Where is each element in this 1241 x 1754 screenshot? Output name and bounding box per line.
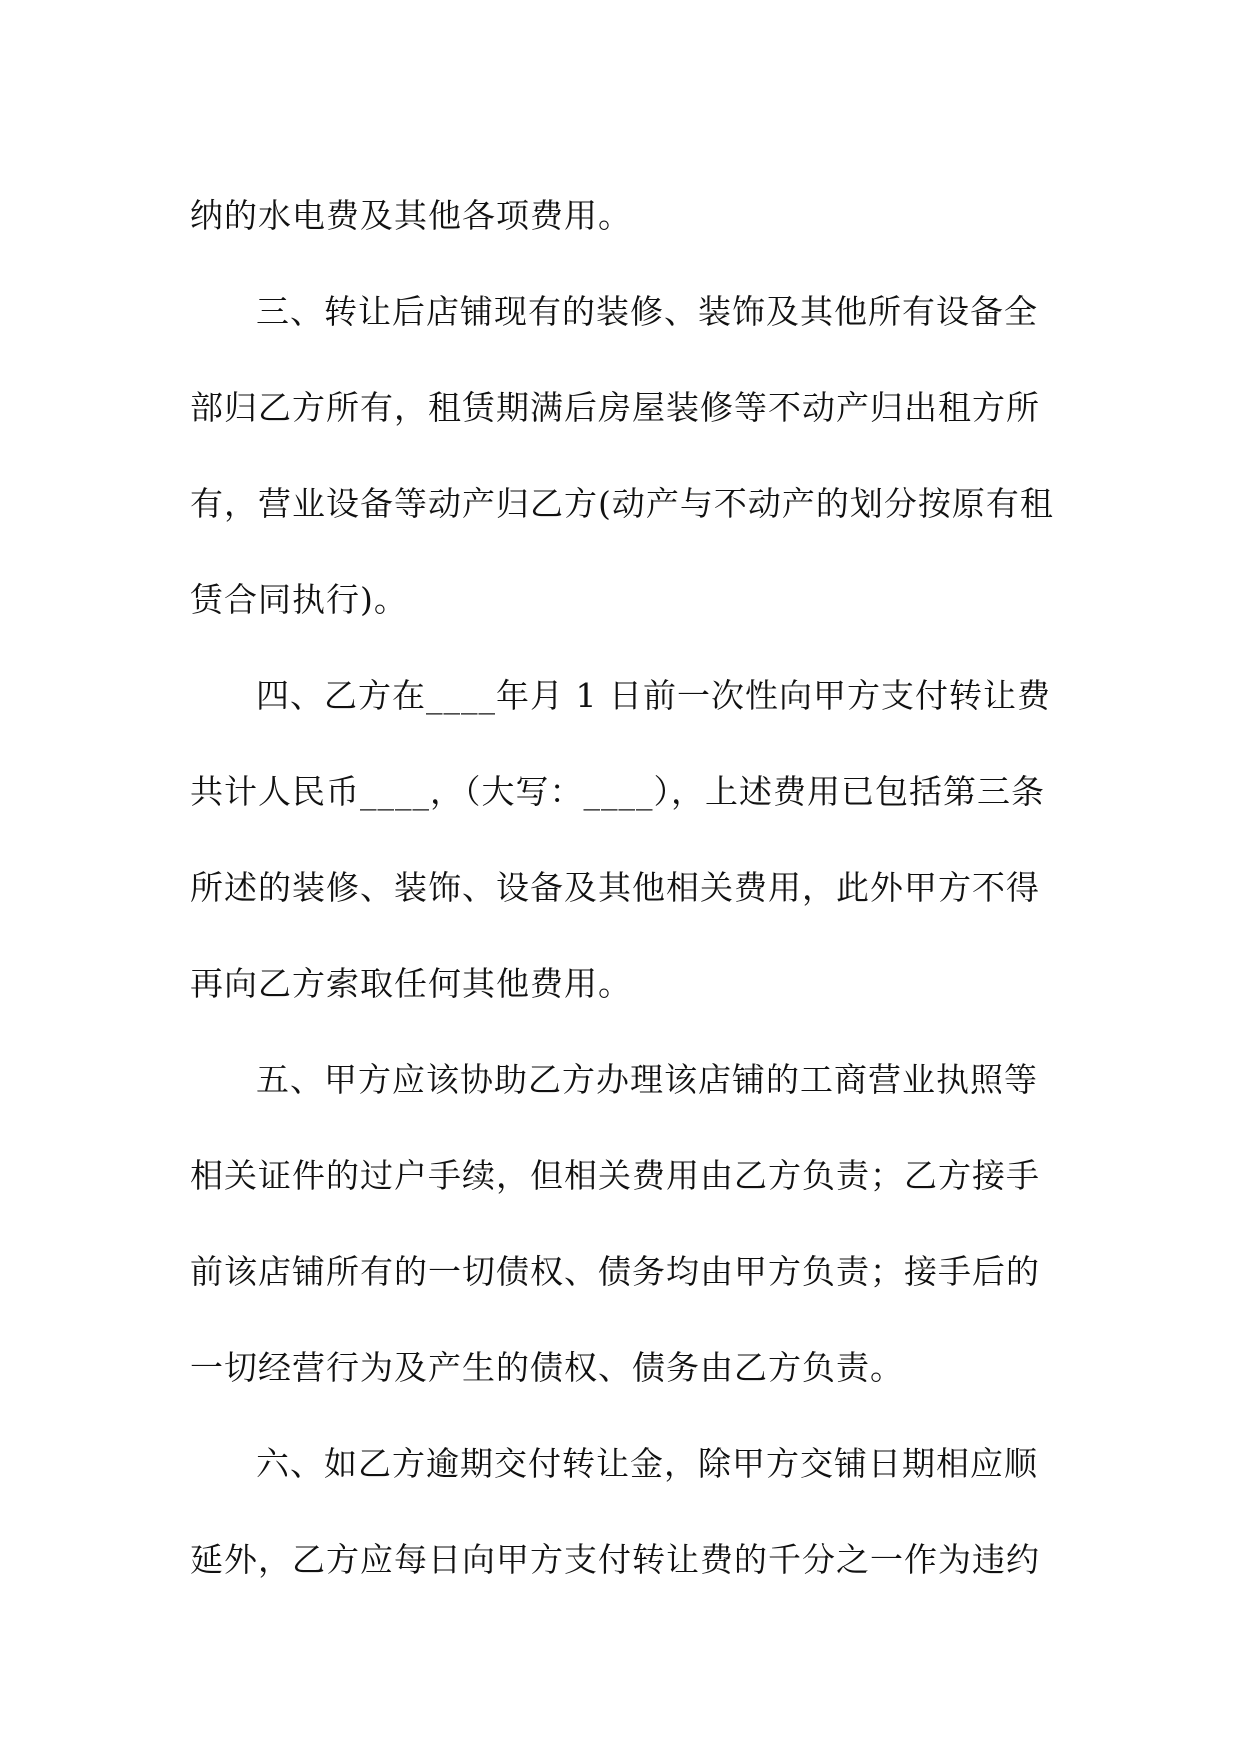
clause-6-line-1: 六、如乙方逾期交付转让金，除甲方交铺日期相应顺 bbox=[256, 1444, 1038, 1483]
clause-3-line-1: 三、转让后店铺现有的装修、装饰及其他所有设备全 bbox=[256, 292, 1038, 331]
clause-3-line-2: 部归乙方所有，租赁期满后房屋装修等不动产归出租方所 bbox=[190, 388, 1040, 427]
clause-3-line-4: 赁合同执行)。 bbox=[190, 580, 408, 619]
clause-5-line-4: 一切经营行为及产生的债权、债务由乙方负责。 bbox=[190, 1348, 904, 1387]
clause-5-line-1: 五、甲方应该协助乙方办理该店铺的工商营业执照等 bbox=[256, 1060, 1038, 1099]
clause-5-line-2: 相关证件的过户手续，但相关费用由乙方负责；乙方接手 bbox=[190, 1156, 1040, 1195]
clause-6-line-2: 延外，乙方应每日向甲方支付转让费的千分之一作为违约 bbox=[190, 1540, 1040, 1579]
clause-4-line-4: 再向乙方索取任何其他费用。 bbox=[190, 964, 632, 1003]
text-line-1: 纳的水电费及其他各项费用。 bbox=[190, 196, 632, 235]
clause-4-line-1: 四、乙方在____年月 1 日前一次性向甲方支付转让费 bbox=[256, 676, 1051, 715]
clause-4-line-2: 共计人民币____，（大写：____），上述费用已包括第三条 bbox=[190, 772, 1045, 811]
clause-5-line-3: 前该店铺所有的一切债权、债务均由甲方负责；接手后的 bbox=[190, 1252, 1040, 1291]
clause-4-line-3: 所述的装修、装饰、设备及其他相关费用，此外甲方不得 bbox=[190, 868, 1040, 907]
clause-3-line-3: 有，营业设备等动产归乙方(动产与不动产的划分按原有租 bbox=[190, 484, 1054, 523]
contract-text bbox=[190, 168, 1054, 1608]
